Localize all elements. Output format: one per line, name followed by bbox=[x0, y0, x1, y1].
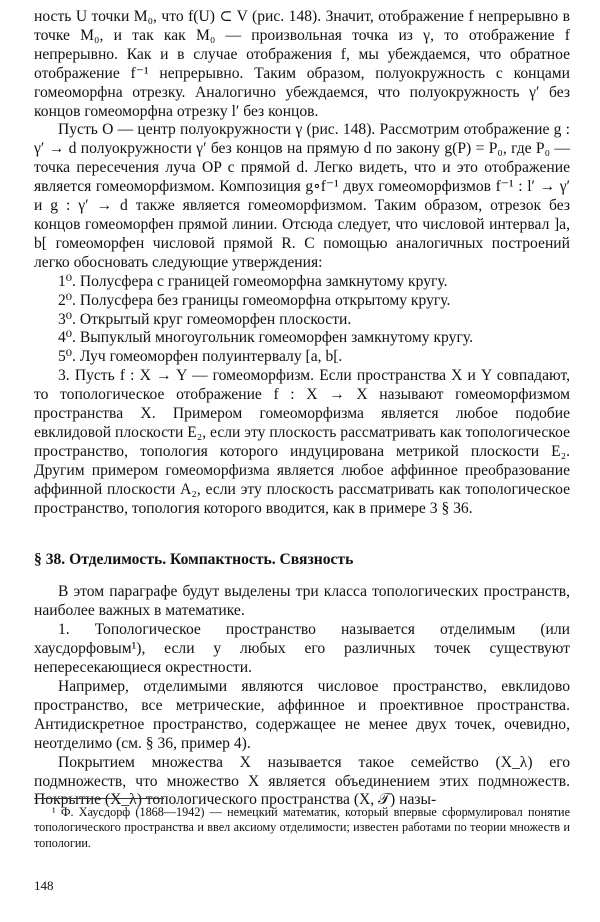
page-number: 148 bbox=[34, 878, 54, 893]
paragraph-3: 3. Пусть f : X → Y — гомеоморфизм. Если пространства X и Y совпадают, то топологическое отображение f : X → X называют гомеоморфизмом пространства X. Примером гомеоморфизма является любое подобие евклидовой плоскости E₂, если эту плоскость рассматривать как топологическое пространство, топология которого индуцирована метрикой плоскости E₂. Другим примером гомеоморфизма является любое аффинное преобразование аффинной плоскости A₂, если эту плоскость рассматривать как топологическое пространство, топология которого вводится, как в примере 3 § 36. bbox=[34, 367, 570, 517]
paragraph-bottom-2: 1. Топологическое пространство называется отделимым (или хаусдорфовым¹), если у любых его различных точек существуют непересекающиеся окрестности. bbox=[34, 621, 570, 677]
paragraph-bottom-4: Покрытием множества X называется такое семейство (X_λ) его подмножеств, что множество X является объединением этих подмножеств. Покрытие (X_λ) топологического пространства (X, 𝒯) назы- bbox=[34, 753, 570, 809]
paragraph-bottom-3: Например, отделимыми являются числовое пространство, евклидово пространство, все метрические, аффинное и проективное пространства. Антидискретное пространство, содержащее не менее двух точек, очевидно, неотделимо (см. § 36, пример 4). bbox=[34, 678, 570, 752]
list-item: 2⁰. Полусфера без границы гомеоморфна открытому кругу. bbox=[58, 291, 451, 309]
section-title: § 38. Отделимость. Компактность. Связность bbox=[34, 551, 354, 569]
page-body bbox=[34, 8, 570, 810]
footnote: ¹ Ф. Хаусдорф (1868—1942) — немецкий математик, который впервые сформулировал понятие топологического пространства и ввел аксиому отделимости; известен работами по теории множеств и топологии. bbox=[34, 805, 570, 850]
list-item: 3⁰. Открытый круг гомеоморфен плоскости. bbox=[58, 310, 352, 328]
list-item: 4⁰. Выпуклый многоугольник гомеоморфен замкнутому кругу. bbox=[58, 329, 473, 347]
list-item: 5⁰. Луч гомеоморфен полуинтервалу [a, b[. bbox=[58, 348, 343, 366]
paragraph-top-2: Пусть O — центр полуокружности γ (рис. 148). Рассмотрим отображение g : γ′ → d полуокружности γ′ без концов на прямую d по закону g(P) = P₀, где P₀ — точка пересечения луча OP с прямой d. Легко видеть, что и это отображение является гомеоморфизмом. Композиция g∘f⁻¹ двух гомеоморфизмов f⁻¹ : l′ → γ′ и g : γ′ → d также является гомеоморфизмом. Таким образом, отрезок без концов гомеоморфен прямой линии. Отсюда следует, что числовой интервал ]a, b[ гомеоморфен числовой прямой R. С помощью аналогичных построений легко обосновать следующие утверждения: bbox=[34, 121, 570, 271]
list-item: 1⁰. Полусфера с границей гомеоморфна замкнутому кругу. bbox=[58, 272, 448, 290]
footnote-divider bbox=[34, 798, 164, 799]
paragraph-top-1: ность U точки M₀, что f(U) ⊂ V (рис. 148). Значит, отображение f непрерывно в точке M₀, и так как M₀ — произвольная точка из γ, то отображение f непрерывно. Как и в случае отображения f, мы убеждаемся, что обратное отображение f⁻¹ непрерывно. Таким образом, полуокружность с концами гомеоморфна отрезку. Аналогично убеждаемся, что полуокружность γ′ без концов гомеоморфна отрезку l′ без концов. bbox=[34, 8, 570, 120]
paragraph-bottom-1: В этом параграфе будут выделены три класса топологических пространств, наиболее важных в математике. bbox=[34, 583, 570, 620]
